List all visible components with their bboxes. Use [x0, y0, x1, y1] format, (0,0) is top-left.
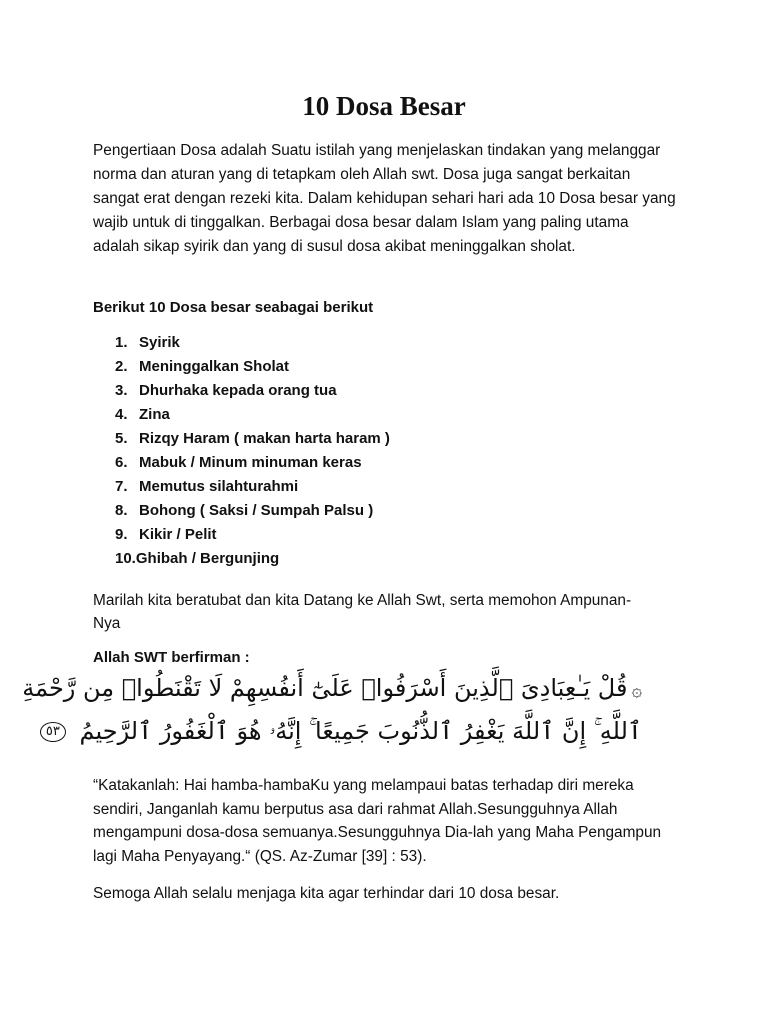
sin-list: [115, 331, 390, 571]
firman-heading: Allah SWT berfirman :: [93, 649, 250, 666]
list-item-number: 4.: [115, 406, 128, 423]
list-item-text: Mabuk / Minum minuman keras: [139, 454, 362, 471]
list-item: [115, 379, 390, 403]
list-item-number: 6.: [115, 454, 128, 471]
quran-verse-line-1: [22, 668, 642, 711]
list-heading: Berikut 10 Dosa besar seabagai berikut: [93, 299, 374, 316]
list-item-number: 8.: [115, 502, 128, 519]
list-item: [115, 427, 390, 451]
list-item: [115, 475, 390, 499]
closing-paragraph: Marilah kita beratubat dan kita Datang ke Allah Swt, serta memohon Ampunan-Nya: [93, 592, 632, 632]
list-item: [115, 355, 390, 379]
list-item-number: 3.: [115, 382, 128, 399]
list-item-number: 2.: [115, 358, 128, 375]
quran-verse: [22, 668, 642, 751]
rub-el-hizb-icon: ۞: [631, 680, 642, 701]
list-item-text: Memutus silahturahmi: [139, 478, 299, 495]
final-paragraph: Semoga Allah selalu menjaga kita agar terhindar dari 10 dosa besar.: [93, 885, 560, 902]
list-item-text: Syirik: [139, 334, 180, 351]
list-item: [115, 523, 390, 547]
page-title: 10 Dosa Besar: [302, 91, 466, 121]
list-item-number: 5.: [115, 430, 128, 447]
translation-paragraph: “Katakanlah: Hai hamba-hambaKu yang melampaui batas terhadap diri mereka sendiri, Janganlah kamu berputus asa dari rahmat Allah.Sesungguhnya Allah mengampuni dosa-dosa semuanya.Sesungguhnya Dia-lah yang Maha Pengampun lagi Maha Penyayang.“ (QS. Az-Zumar [39] : 53).: [93, 777, 662, 865]
list-item-text: Ghibah / Bergunjing: [135, 550, 280, 567]
list-item: [115, 331, 390, 355]
list-item-text: Rizqy Haram ( makan harta haram ): [139, 430, 390, 447]
list-item-number: 10.: [115, 550, 136, 567]
list-item: [115, 403, 390, 427]
ayah-number-badge: ٥٣: [40, 722, 66, 742]
list-item-number: 9.: [115, 526, 128, 543]
intro-paragraph: Pengertiaan Dosa adalah Suatu istilah yang menjelaskan tindakan yang melanggar norma dan aturan yang di tetapkam oleh Allah swt. Dosa juga sangat berkaitan sangat erat dengan rezeki kita. Dalam kehidupan sehari hari ada 10 Dosa besar yang wajib untuk di tinggalkan. Berbagai dosa besar dalam Islam yang paling utama adalah sikap syirik dan yang di susul dosa akibat meninggalkan sholat.: [93, 142, 676, 255]
list-item: [115, 499, 390, 523]
quran-verse-text-1: قُلْ يَـٰعِبَادِىَ ٱلَّذِينَ أَسْرَفُوا۟ عَلَىٰٓ أَنفُسِهِمْ لَا تَقْنَطُوا۟ مِن رَّحْمَةِ: [22, 674, 628, 702]
list-item-text: Meninggalkan Sholat: [139, 358, 290, 375]
list-item-text: Zina: [139, 406, 170, 423]
quran-verse-text-2: ٱللَّهِ ۚ إِنَّ ٱللَّهَ يَغْفِرُ ٱلذُّنُوبَ جَمِيعًا ۚ إِنَّهُۥ هُوَ ٱلْغَفُورُ ٱلرَّحِيمُ: [79, 717, 642, 745]
quran-verse-line-2: [45, 711, 642, 751]
list-item-number: 1.: [115, 334, 128, 351]
list-item-text: Kikir / Pelit: [139, 526, 217, 543]
list-item-text: Bohong ( Saksi / Sumpah Palsu ): [139, 502, 374, 519]
list-item: [115, 547, 390, 571]
list-item-text: Dhurhaka kepada orang tua: [139, 382, 337, 399]
list-item-number: 7.: [115, 478, 128, 495]
list-item: [115, 451, 390, 475]
